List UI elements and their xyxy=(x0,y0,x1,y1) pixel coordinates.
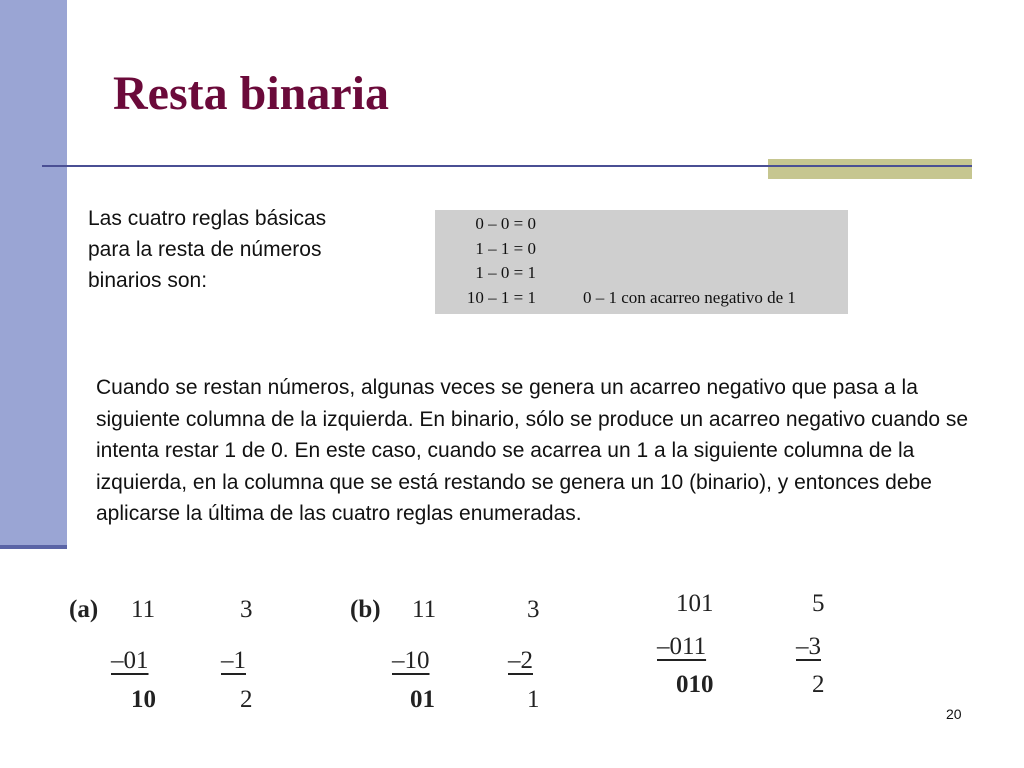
example-b-label: (b) xyxy=(350,596,381,623)
example-b-binary-subtrahend: –10 xyxy=(392,647,430,674)
example-a-binary-subtrahend: –01 xyxy=(111,647,149,674)
rule-line: 10 – 1 = 1 xyxy=(466,288,536,307)
example-b-binary-top: 11 xyxy=(412,596,437,623)
example-c-binary-result: 010 xyxy=(676,671,714,698)
example-a-decimal-top: 3 xyxy=(240,596,253,623)
example-c-decimal-result: 2 xyxy=(812,671,825,698)
explanation-paragraph: Cuando se restan números, algunas veces se genera un acarreo negativo que pasa a la siguiente columna de la izquierda. En binario, sólo se produce un acarreo negativo cuando se intenta restar 1 de 0. En este caso, cuando se acarrea un 1 a la siguiente columna de la izquierda, en la columna que se está restando se genera un 10 (binario), y entonces debe aplicarse la última de las cuatro reglas enumeradas. xyxy=(96,376,969,525)
example-a-binary-top: 11 xyxy=(131,596,156,623)
accent-bar xyxy=(768,159,972,179)
example-c-binary-subtrahend: –011 xyxy=(657,633,707,660)
rule-line: 1 – 1 = 0 xyxy=(475,239,536,258)
example-c-decimal-top: 5 xyxy=(812,590,825,617)
slide-title: Resta binaria xyxy=(113,67,389,120)
left-sidebar-band xyxy=(0,0,67,545)
page-number: 20 xyxy=(946,706,962,722)
example-b-decimal-top: 3 xyxy=(527,596,540,623)
example-a-decimal-result: 2 xyxy=(240,686,253,713)
example-a-binary-result: 10 xyxy=(131,686,156,713)
rule-line: 0 – 0 = 0 xyxy=(475,214,536,233)
sidebar-bottom-edge xyxy=(0,545,67,549)
intro-text: Las cuatro reglas básicas para la resta de números binarios son: xyxy=(88,207,327,292)
example-a-decimal-subtrahend: –1 xyxy=(221,647,246,674)
example-c-binary-top: 101 xyxy=(676,590,714,617)
example-b-binary-result: 01 xyxy=(410,686,435,713)
example-b-decimal-result: 1 xyxy=(527,686,540,713)
example-b-decimal-subtrahend: –2 xyxy=(508,647,533,674)
rules-box xyxy=(435,210,848,314)
rule-line: 1 – 0 = 1 xyxy=(475,263,536,282)
example-c-decimal-subtrahend: –3 xyxy=(796,633,821,660)
example-a-label: (a) xyxy=(69,596,99,623)
rule-note: 0 – 1 con acarreo negativo de 1 xyxy=(583,288,796,307)
